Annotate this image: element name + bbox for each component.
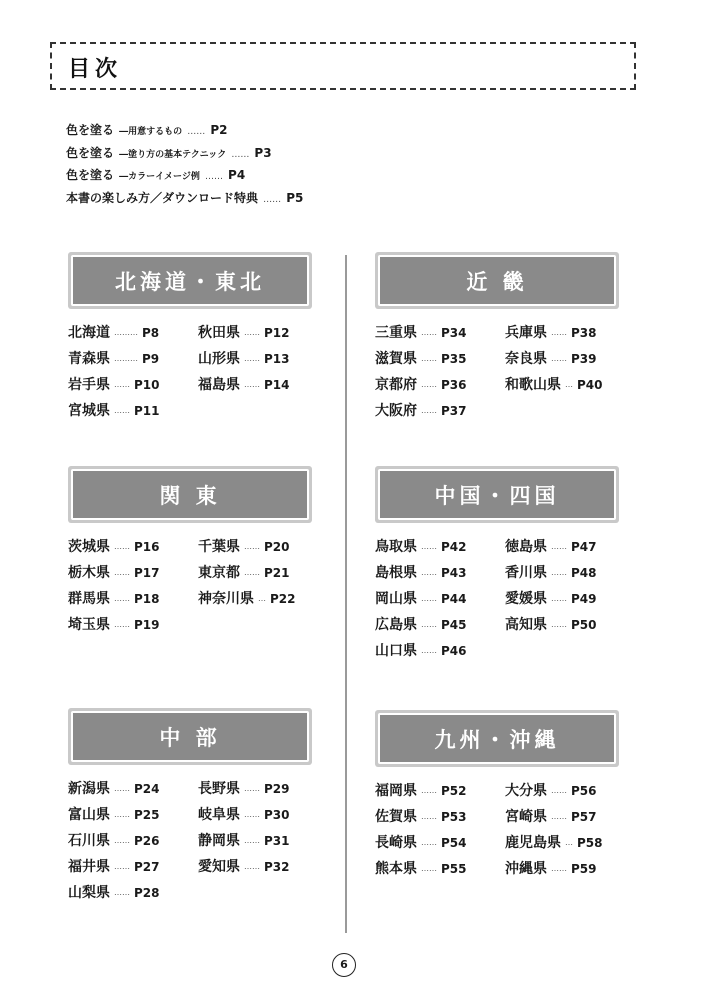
prefecture-name: 富山県 xyxy=(68,807,110,823)
toc-entry[interactable] xyxy=(505,561,597,583)
prefecture-name: 岐阜県 xyxy=(198,807,240,823)
prefecture-name: 秋田県 xyxy=(198,325,240,341)
page-ref: P36 xyxy=(441,378,467,392)
toc-entry[interactable] xyxy=(68,347,159,369)
toc-entry[interactable] xyxy=(68,399,160,421)
prefecture-name: 愛媛県 xyxy=(505,591,547,607)
intro-item-page: P2 xyxy=(210,123,228,137)
toc-entry[interactable] xyxy=(68,829,160,851)
toc-entry[interactable] xyxy=(375,321,467,343)
region-header xyxy=(68,708,312,765)
prefecture-name: 東京都 xyxy=(198,565,240,581)
leader-dots: …… xyxy=(421,328,437,337)
prefecture-name: 山口県 xyxy=(375,643,417,659)
region-section-hokkaido-tohoku xyxy=(68,252,318,481)
prefecture-name: 石川県 xyxy=(68,833,110,849)
page-ref: P24 xyxy=(134,782,160,796)
toc-entry[interactable] xyxy=(68,613,160,635)
prefecture-name: 徳島県 xyxy=(505,539,547,555)
intro-item[interactable] xyxy=(66,163,303,186)
leader-dots: …… xyxy=(114,380,130,389)
leader-dots: …… xyxy=(244,810,260,819)
leader-dots: …… xyxy=(244,862,260,871)
prefecture-name: 大阪府 xyxy=(375,403,417,419)
prefecture-name: 鹿児島県 xyxy=(505,835,561,851)
leader-dots: …… xyxy=(421,380,437,389)
prefecture-name: 長崎県 xyxy=(375,835,417,851)
page-ref: P31 xyxy=(264,834,290,848)
leader-dots: …… xyxy=(244,568,260,577)
page-ref: P43 xyxy=(441,566,467,580)
page-ref: P57 xyxy=(571,810,597,824)
toc-entry[interactable] xyxy=(505,373,603,395)
leader-dots: …… xyxy=(114,784,130,793)
page-ref: P30 xyxy=(264,808,290,822)
page-ref: P21 xyxy=(264,566,290,580)
toc-entry[interactable] xyxy=(198,855,290,877)
leader-dots: …… xyxy=(551,620,567,629)
toc-entry[interactable] xyxy=(198,321,290,343)
leader-dots: …… xyxy=(244,380,260,389)
leader-dots: …… xyxy=(551,864,567,873)
leader-dots: …… xyxy=(421,354,437,363)
leader-dots: …… xyxy=(244,542,260,551)
toc-entry[interactable] xyxy=(198,561,290,583)
leader-dots: …… xyxy=(421,594,437,603)
region-title: 北海道・東北 xyxy=(115,269,265,294)
intro-item-sub: ―カラーイメージ例 xyxy=(119,172,200,182)
region-title: 近 畿 xyxy=(466,269,528,294)
page-ref: P18 xyxy=(134,592,160,606)
prefecture-name: 宮崎県 xyxy=(505,809,547,825)
prefecture-name: 香川県 xyxy=(505,565,547,581)
prefecture-name: 鳥取県 xyxy=(375,539,417,555)
leader-dots: …… xyxy=(114,836,130,845)
toc-entry[interactable] xyxy=(505,535,597,557)
toc-entry[interactable] xyxy=(198,803,290,825)
leader-dots: …… xyxy=(244,354,260,363)
leader-dots: …… xyxy=(421,406,437,415)
leader-dots: …… xyxy=(421,542,437,551)
page-ref: P42 xyxy=(441,540,467,554)
leader-dots: …… xyxy=(114,594,130,603)
region-title: 中国・四国 xyxy=(434,483,560,508)
page-ref: P55 xyxy=(441,862,467,876)
prefecture-name: 福岡県 xyxy=(375,783,417,799)
prefecture-name: 高知県 xyxy=(505,617,547,633)
toc-entry[interactable] xyxy=(505,587,597,609)
intro-item[interactable] xyxy=(66,186,303,209)
leader-dots: …… xyxy=(114,888,130,897)
intro-item-main: 本書の楽しみ方／ダウンロード特典 xyxy=(66,190,259,205)
page-ref: P46 xyxy=(441,644,467,658)
page-ref: P38 xyxy=(571,326,597,340)
leader-dots: …… xyxy=(114,620,130,629)
toc-entry[interactable] xyxy=(375,779,467,801)
region-header xyxy=(68,252,312,309)
toc-entry[interactable] xyxy=(375,805,467,827)
page-ref: P14 xyxy=(264,378,290,392)
page-ref: P44 xyxy=(441,592,467,606)
toc-entry[interactable] xyxy=(68,373,160,395)
region-entries xyxy=(68,321,318,481)
page-ref: P9 xyxy=(142,352,160,366)
toc-entry[interactable] xyxy=(505,613,597,635)
prefecture-name: 宮城県 xyxy=(68,403,110,419)
prefecture-name: 福井県 xyxy=(68,859,110,875)
prefecture-name: 長野県 xyxy=(198,781,240,797)
prefecture-name: 茨城県 xyxy=(68,539,110,555)
prefecture-name: 熊本県 xyxy=(375,861,417,877)
prefecture-name: 兵庫県 xyxy=(505,325,547,341)
prefecture-name: 奈良県 xyxy=(505,351,547,367)
leader-dots: …… xyxy=(421,620,437,629)
toc-entry[interactable] xyxy=(375,535,467,557)
region-header xyxy=(375,710,619,767)
toc-entry[interactable] xyxy=(375,831,467,853)
leader-dots: …… xyxy=(551,542,567,551)
leader-dots: …… xyxy=(231,149,250,160)
leader-dots: …… xyxy=(421,864,437,873)
toc-entry[interactable] xyxy=(375,639,467,661)
prefecture-name: 島根県 xyxy=(375,565,417,581)
toc-entry[interactable] xyxy=(375,857,467,879)
region-header xyxy=(375,252,619,309)
page-ref: P50 xyxy=(571,618,597,632)
page-ref: P34 xyxy=(441,326,467,340)
leader-dots: …… xyxy=(187,127,206,137)
toc-entry[interactable] xyxy=(375,399,467,421)
leader-dots: ……… xyxy=(114,354,138,363)
toc-entry[interactable] xyxy=(68,321,159,343)
leader-dots: …… xyxy=(551,354,567,363)
toc-entry[interactable] xyxy=(375,373,467,395)
intro-item-page: P5 xyxy=(286,190,304,205)
leader-dots: … xyxy=(258,594,266,603)
region-section-chugoku-shikoku xyxy=(375,466,625,695)
region-entries xyxy=(68,777,318,937)
toc-entry[interactable] xyxy=(198,777,290,799)
prefecture-name: 佐賀県 xyxy=(375,809,417,825)
page-ref: P19 xyxy=(134,618,160,632)
page-ref: P29 xyxy=(264,782,290,796)
leader-dots: …… xyxy=(551,328,567,337)
leader-dots: …… xyxy=(244,836,260,845)
toc-entry[interactable] xyxy=(505,347,597,369)
page-ref: P13 xyxy=(264,352,290,366)
page-ref: P40 xyxy=(577,378,603,392)
page-ref: P47 xyxy=(571,540,597,554)
toc-entry[interactable] xyxy=(505,321,597,343)
leader-dots: …… xyxy=(263,194,282,205)
page-ref: P20 xyxy=(264,540,290,554)
toc-entry[interactable] xyxy=(68,881,160,903)
page-ref: P59 xyxy=(571,862,597,876)
page-ref: P26 xyxy=(134,834,160,848)
page-ref: P28 xyxy=(134,886,160,900)
intro-item-main: 色を塗る xyxy=(66,168,115,182)
toc-entry[interactable] xyxy=(68,803,160,825)
intro-item[interactable] xyxy=(66,118,303,141)
page-ref: P16 xyxy=(134,540,160,554)
region-entries xyxy=(375,779,625,939)
page-ref: P56 xyxy=(571,784,597,798)
toc-entry[interactable] xyxy=(68,777,160,799)
prefecture-name: 愛知県 xyxy=(198,859,240,875)
leader-dots: … xyxy=(565,838,573,847)
toc-entry[interactable] xyxy=(375,587,467,609)
region-title: 関 東 xyxy=(159,483,221,508)
page-ref: P54 xyxy=(441,836,467,850)
page-ref: P58 xyxy=(577,836,603,850)
toc-entry[interactable] xyxy=(375,561,467,583)
toc-title: 目次 xyxy=(68,57,123,82)
region-title: 九州・沖縄 xyxy=(434,727,560,752)
column-divider xyxy=(345,255,347,933)
region-header xyxy=(68,466,312,523)
prefecture-name: 新潟県 xyxy=(68,781,110,797)
toc-title-box xyxy=(50,42,636,90)
page-ref: P8 xyxy=(142,326,160,340)
toc-entry[interactable] xyxy=(375,613,467,635)
region-entries xyxy=(375,535,625,695)
prefecture-name: 山梨県 xyxy=(68,885,110,901)
leader-dots: …… xyxy=(244,784,260,793)
toc-entry[interactable] xyxy=(198,347,290,369)
page-ref: P32 xyxy=(264,860,290,874)
region-entries xyxy=(375,321,625,481)
page-ref: P48 xyxy=(571,566,597,580)
region-header xyxy=(375,466,619,523)
leader-dots: …… xyxy=(551,812,567,821)
leader-dots: …… xyxy=(421,568,437,577)
page-ref: P27 xyxy=(134,860,160,874)
leader-dots: …… xyxy=(114,542,130,551)
prefecture-name: 大分県 xyxy=(505,783,547,799)
prefecture-name: 埼玉県 xyxy=(68,617,110,633)
prefecture-name: 沖縄県 xyxy=(505,861,547,877)
page-ref: P39 xyxy=(571,352,597,366)
region-section-kyushu-okinawa xyxy=(375,710,625,939)
page-ref: P35 xyxy=(441,352,467,366)
prefecture-name: 神奈川県 xyxy=(198,591,254,607)
page-ref: P11 xyxy=(134,404,160,418)
toc-entry[interactable] xyxy=(375,347,467,369)
leader-dots: …… xyxy=(114,810,130,819)
prefecture-name: 和歌山県 xyxy=(505,377,561,393)
toc-entry[interactable] xyxy=(198,829,290,851)
region-section-kinki xyxy=(375,252,625,481)
page-ref: P22 xyxy=(270,592,296,606)
leader-dots: …… xyxy=(204,172,223,182)
leader-dots: …… xyxy=(421,646,437,655)
toc-entry[interactable] xyxy=(198,535,290,557)
prefecture-name: 北海道 xyxy=(68,325,110,341)
toc-entry[interactable] xyxy=(198,587,296,609)
leader-dots: …… xyxy=(551,568,567,577)
toc-entry[interactable] xyxy=(68,535,160,557)
prefecture-name: 福島県 xyxy=(198,377,240,393)
prefecture-name: 栃木県 xyxy=(68,565,110,581)
page-ref: P37 xyxy=(441,404,467,418)
toc-entry[interactable] xyxy=(505,831,603,853)
prefecture-name: 滋賀県 xyxy=(375,351,417,367)
leader-dots: … xyxy=(565,380,573,389)
page-ref: P25 xyxy=(134,808,160,822)
intro-item[interactable] xyxy=(66,141,303,164)
leader-dots: …… xyxy=(114,568,130,577)
region-section-kanto xyxy=(68,466,318,695)
toc-entry[interactable] xyxy=(68,855,160,877)
prefecture-name: 静岡県 xyxy=(198,833,240,849)
page-ref: P17 xyxy=(134,566,160,580)
prefecture-name: 千葉県 xyxy=(198,539,240,555)
toc-entry[interactable] xyxy=(198,373,290,395)
prefecture-name: 青森県 xyxy=(68,351,110,367)
intro-list xyxy=(66,118,303,208)
intro-item-page: P4 xyxy=(228,168,246,182)
prefecture-name: 岡山県 xyxy=(375,591,417,607)
leader-dots: …… xyxy=(551,594,567,603)
page-ref: P45 xyxy=(441,618,467,632)
leader-dots: …… xyxy=(551,786,567,795)
page-ref: P10 xyxy=(134,378,160,392)
toc-entry[interactable] xyxy=(68,587,160,609)
leader-dots: …… xyxy=(114,406,130,415)
intro-item-main: 色を塗る xyxy=(66,123,115,137)
leader-dots: ……… xyxy=(114,328,138,337)
page-ref: P53 xyxy=(441,810,467,824)
region-section-chubu xyxy=(68,708,318,937)
page-number: 6 xyxy=(332,953,356,977)
prefecture-name: 京都府 xyxy=(375,377,417,393)
intro-item-sub: ―用意するもの xyxy=(119,127,183,137)
prefecture-name: 岩手県 xyxy=(68,377,110,393)
prefecture-name: 三重県 xyxy=(375,325,417,341)
prefecture-name: 広島県 xyxy=(375,617,417,633)
toc-entry[interactable] xyxy=(68,561,160,583)
toc-entry[interactable] xyxy=(505,857,597,879)
toc-entry[interactable] xyxy=(505,779,597,801)
page-ref: P52 xyxy=(441,784,467,798)
region-title: 中 部 xyxy=(159,725,221,750)
toc-entry[interactable] xyxy=(505,805,597,827)
page-ref: P49 xyxy=(571,592,597,606)
prefecture-name: 山形県 xyxy=(198,351,240,367)
intro-item-main: 色を塗る xyxy=(66,145,115,160)
leader-dots: …… xyxy=(114,862,130,871)
leader-dots: …… xyxy=(244,328,260,337)
page-ref: P12 xyxy=(264,326,290,340)
intro-item-page: P3 xyxy=(254,145,272,160)
leader-dots: …… xyxy=(421,786,437,795)
leader-dots: …… xyxy=(421,838,437,847)
prefecture-name: 群馬県 xyxy=(68,591,110,607)
leader-dots: …… xyxy=(421,812,437,821)
intro-item-sub: ―塗り方の基本テクニック xyxy=(119,149,227,160)
region-entries xyxy=(68,535,318,695)
